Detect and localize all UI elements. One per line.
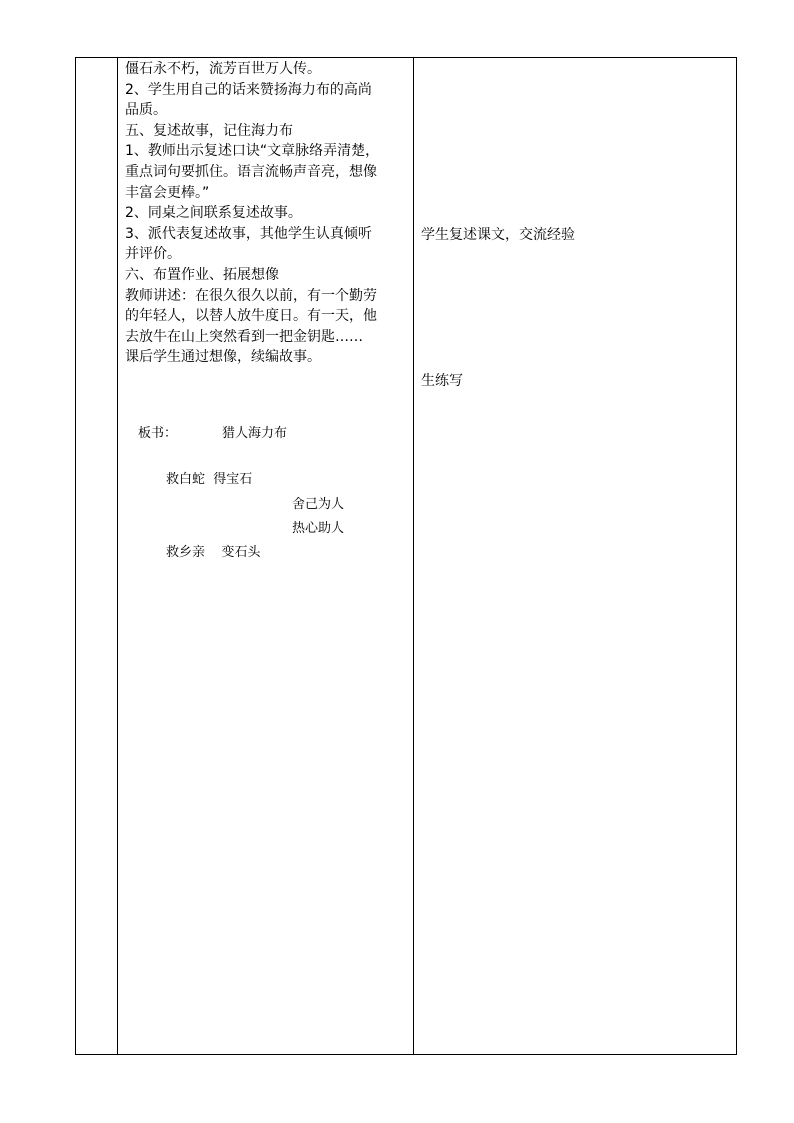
process-line: 并评价。 [125, 246, 181, 263]
column-divider-1 [117, 58, 118, 1054]
process-line: 僵石永不朽，流芳百世万人传。 [125, 61, 321, 77]
process-line: 课后学生通过想像，续编故事。 [125, 349, 321, 366]
process-line: 2、同桌之间联系复述故事。 [125, 205, 302, 222]
process-line: 丰富会更棒。” [125, 184, 210, 201]
board-label: 板书： [138, 426, 178, 441]
board-line-rescue-villagers: 救乡亲 变石头 [166, 545, 261, 560]
process-line: 1、教师出示复述口诀“文章脉络弄清楚， [125, 143, 380, 160]
process-line: 2、学生用自己的话来赞扬海力布的高尚 [125, 81, 372, 98]
board-line-rescue-snake: 救白蛇 得宝石 [166, 472, 253, 487]
board-line-selfless: 舍己为人 [292, 497, 345, 512]
process-line: 的年轻人，以替人放牛度日。有一天，他 [125, 308, 377, 325]
process-line: 3、派代表复述故事，其他学生认真倾听 [125, 225, 372, 242]
process-line: 重点词句要抓住。语言流畅声音亮，想像 [125, 163, 377, 180]
process-line: 六、布置作业、拓展想像 [125, 266, 279, 283]
student-activity-note-practice: 生练写 [421, 373, 463, 389]
board-title: 猎人海力布 [222, 426, 288, 441]
teaching-process-text [125, 59, 410, 368]
process-line: 五、复述故事，记住海力布 [125, 122, 293, 139]
process-line: 品质。 [125, 102, 167, 119]
student-activity-note-retell: 学生复述课文，交流经验 [421, 227, 575, 243]
process-line: 去放牛在山上突然看到一把金钥匙…… [125, 328, 363, 345]
board-line-helpful: 热心助人 [292, 521, 345, 536]
process-line: 教师讲述：在很久很久以前，有一个勤劳 [125, 287, 377, 304]
column-divider-2 [413, 58, 414, 1054]
